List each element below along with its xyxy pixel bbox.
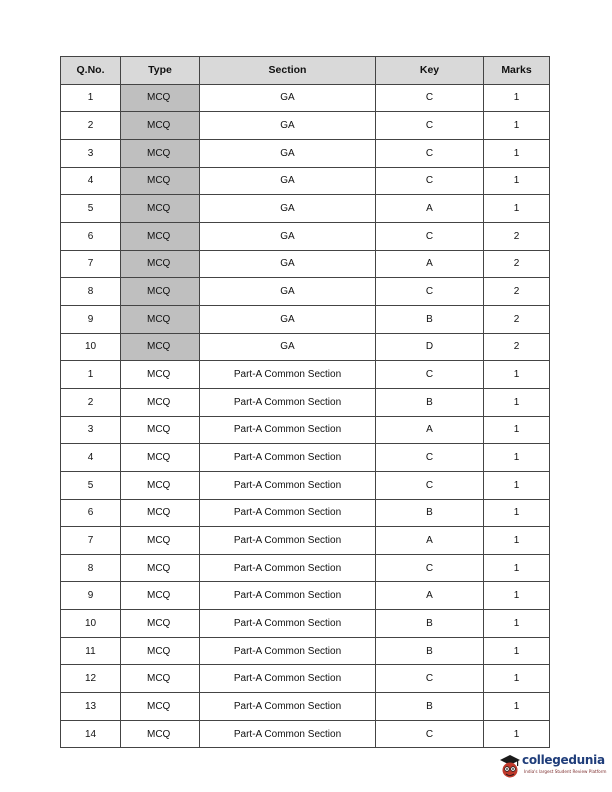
cell-qno: 2	[61, 112, 121, 140]
cell-section: Part-A Common Section	[200, 444, 376, 472]
table-row	[61, 333, 550, 361]
cell-marks: 1	[484, 112, 550, 140]
cell-section: Part-A Common Section	[200, 361, 376, 389]
cell-section: Part-A Common Section	[200, 582, 376, 610]
cell-type: MCQ	[121, 305, 200, 333]
table-row	[61, 527, 550, 555]
cell-type: MCQ	[121, 693, 200, 721]
cell-key: B	[376, 637, 484, 665]
cell-marks: 1	[484, 582, 550, 610]
cell-marks: 1	[484, 693, 550, 721]
collegedunia-logo	[498, 748, 610, 784]
cell-key: C	[376, 222, 484, 250]
header-qno: Q.No.	[61, 57, 121, 85]
header-type: Type	[121, 57, 200, 85]
cell-key: B	[376, 305, 484, 333]
cell-type: MCQ	[121, 554, 200, 582]
table-row	[61, 610, 550, 638]
cell-qno: 13	[61, 693, 121, 721]
table-row	[61, 361, 550, 389]
cell-section: Part-A Common Section	[200, 610, 376, 638]
cell-qno: 12	[61, 665, 121, 693]
cell-marks: 1	[484, 139, 550, 167]
cell-marks: 1	[484, 84, 550, 112]
cell-key: D	[376, 333, 484, 361]
cell-type: MCQ	[121, 637, 200, 665]
cell-key: A	[376, 416, 484, 444]
table-row	[61, 167, 550, 195]
cell-section: Part-A Common Section	[200, 720, 376, 748]
cell-marks: 1	[484, 444, 550, 472]
cell-section: Part-A Common Section	[200, 554, 376, 582]
cell-section: GA	[200, 112, 376, 140]
header-section: Section	[200, 57, 376, 85]
table-row	[61, 195, 550, 223]
cell-marks: 1	[484, 167, 550, 195]
table-row	[61, 112, 550, 140]
cell-key: C	[376, 665, 484, 693]
cell-type: MCQ	[121, 416, 200, 444]
cell-type: MCQ	[121, 610, 200, 638]
answer-key-table	[60, 56, 550, 748]
cell-marks: 1	[484, 388, 550, 416]
cell-type: MCQ	[121, 250, 200, 278]
cell-key: B	[376, 388, 484, 416]
table-row	[61, 222, 550, 250]
cell-key: A	[376, 250, 484, 278]
cell-qno: 9	[61, 305, 121, 333]
cell-key: C	[376, 554, 484, 582]
cell-marks: 1	[484, 416, 550, 444]
cell-qno: 10	[61, 333, 121, 361]
cell-qno: 1	[61, 84, 121, 112]
cell-section: GA	[200, 84, 376, 112]
cell-type: MCQ	[121, 499, 200, 527]
cell-marks: 1	[484, 554, 550, 582]
cell-key: C	[376, 720, 484, 748]
cell-type: MCQ	[121, 195, 200, 223]
header-key: Key	[376, 57, 484, 85]
table-row	[61, 250, 550, 278]
table-row	[61, 278, 550, 306]
cell-marks: 1	[484, 720, 550, 748]
table-row	[61, 444, 550, 472]
header-marks: Marks	[484, 57, 550, 85]
cell-section: Part-A Common Section	[200, 388, 376, 416]
cell-section: GA	[200, 195, 376, 223]
cell-qno: 4	[61, 444, 121, 472]
cell-type: MCQ	[121, 222, 200, 250]
cell-qno: 1	[61, 361, 121, 389]
cell-qno: 10	[61, 610, 121, 638]
cell-type: MCQ	[121, 84, 200, 112]
cell-qno: 9	[61, 582, 121, 610]
cell-marks: 1	[484, 610, 550, 638]
cell-section: Part-A Common Section	[200, 693, 376, 721]
logo-brand-text: collegedunia	[522, 753, 605, 767]
cell-key: C	[376, 361, 484, 389]
cell-key: B	[376, 499, 484, 527]
cell-type: MCQ	[121, 582, 200, 610]
cell-key: B	[376, 610, 484, 638]
logo-tagline: India's largest Student Review Platform	[524, 769, 607, 774]
table-row	[61, 499, 550, 527]
cell-type: MCQ	[121, 527, 200, 555]
cell-qno: 3	[61, 416, 121, 444]
cell-section: Part-A Common Section	[200, 416, 376, 444]
cell-type: MCQ	[121, 278, 200, 306]
cell-section: GA	[200, 278, 376, 306]
cell-qno: 7	[61, 250, 121, 278]
cell-type: MCQ	[121, 471, 200, 499]
cell-key: C	[376, 471, 484, 499]
cell-key: C	[376, 167, 484, 195]
cell-type: MCQ	[121, 112, 200, 140]
table-row	[61, 582, 550, 610]
cell-key: C	[376, 139, 484, 167]
cell-key: C	[376, 278, 484, 306]
table-row	[61, 388, 550, 416]
cell-section: GA	[200, 222, 376, 250]
table-row	[61, 416, 550, 444]
cell-section: GA	[200, 167, 376, 195]
cell-type: MCQ	[121, 665, 200, 693]
cell-section: Part-A Common Section	[200, 665, 376, 693]
table-row	[61, 554, 550, 582]
cell-marks: 2	[484, 278, 550, 306]
table-row	[61, 305, 550, 333]
cell-marks: 1	[484, 471, 550, 499]
cell-qno: 14	[61, 720, 121, 748]
cell-marks: 2	[484, 250, 550, 278]
cell-qno: 3	[61, 139, 121, 167]
cell-marks: 1	[484, 665, 550, 693]
cell-section: Part-A Common Section	[200, 637, 376, 665]
table-header-row	[61, 57, 550, 85]
cell-key: A	[376, 527, 484, 555]
cell-qno: 7	[61, 527, 121, 555]
cell-qno: 6	[61, 499, 121, 527]
table-row	[61, 84, 550, 112]
cell-marks: 1	[484, 195, 550, 223]
cell-marks: 2	[484, 305, 550, 333]
cell-marks: 1	[484, 499, 550, 527]
cell-section: GA	[200, 305, 376, 333]
table-row	[61, 139, 550, 167]
cell-section: GA	[200, 250, 376, 278]
cell-type: MCQ	[121, 388, 200, 416]
cell-type: MCQ	[121, 167, 200, 195]
cell-section: Part-A Common Section	[200, 499, 376, 527]
cell-qno: 5	[61, 195, 121, 223]
cell-type: MCQ	[121, 361, 200, 389]
cell-section: Part-A Common Section	[200, 471, 376, 499]
graduate-mascot-icon	[498, 754, 522, 780]
table-row	[61, 637, 550, 665]
cell-marks: 1	[484, 361, 550, 389]
cell-key: C	[376, 112, 484, 140]
cell-type: MCQ	[121, 139, 200, 167]
cell-key: C	[376, 444, 484, 472]
cell-qno: 6	[61, 222, 121, 250]
cell-qno: 8	[61, 554, 121, 582]
table-row	[61, 665, 550, 693]
cell-key: A	[376, 195, 484, 223]
cell-key: B	[376, 693, 484, 721]
cell-qno: 5	[61, 471, 121, 499]
cell-marks: 1	[484, 527, 550, 555]
cell-section: GA	[200, 139, 376, 167]
cell-key: A	[376, 582, 484, 610]
cell-qno: 4	[61, 167, 121, 195]
cell-qno: 11	[61, 637, 121, 665]
table-row	[61, 693, 550, 721]
cell-key: C	[376, 84, 484, 112]
table-row	[61, 720, 550, 748]
cell-type: MCQ	[121, 444, 200, 472]
table-row	[61, 471, 550, 499]
cell-qno: 2	[61, 388, 121, 416]
cell-marks: 2	[484, 333, 550, 361]
cell-qno: 8	[61, 278, 121, 306]
cell-type: MCQ	[121, 333, 200, 361]
cell-section: GA	[200, 333, 376, 361]
cell-section: Part-A Common Section	[200, 527, 376, 555]
cell-marks: 1	[484, 637, 550, 665]
cell-type: MCQ	[121, 720, 200, 748]
cell-marks: 2	[484, 222, 550, 250]
